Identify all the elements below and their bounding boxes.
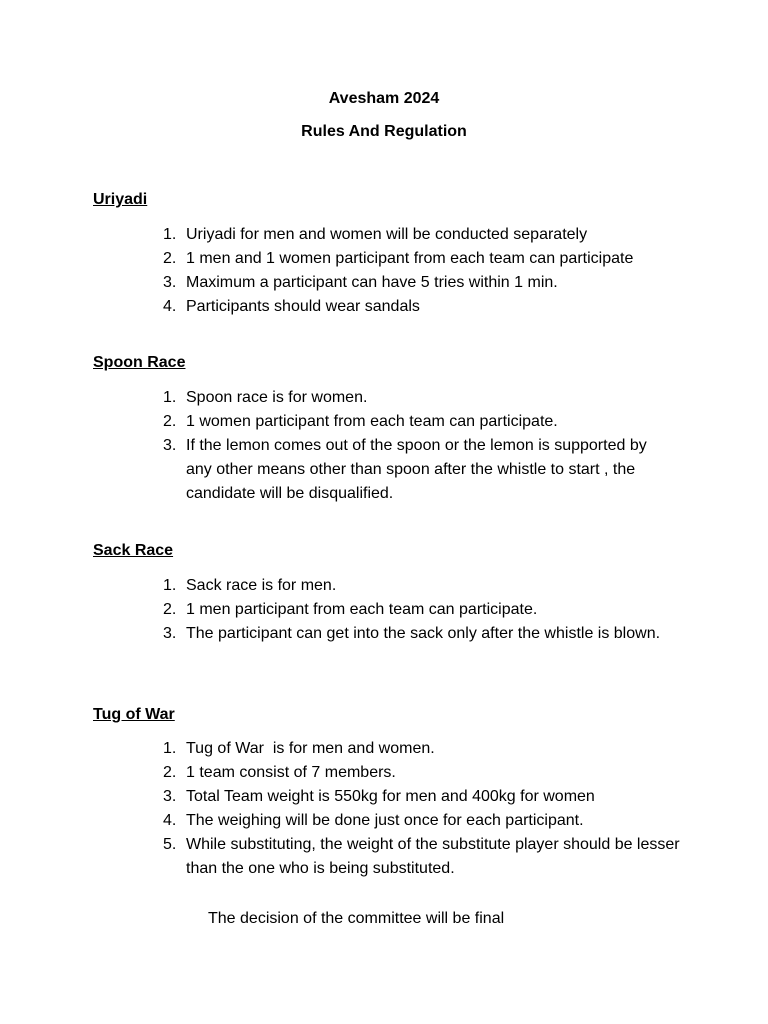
rule-number: 2.: [163, 250, 177, 267]
rule-text: 1 women participant from each team can participate.: [186, 413, 558, 430]
rule-number: 4.: [163, 812, 177, 829]
list-item: [163, 598, 673, 622]
rule-list: [163, 574, 673, 646]
rule-number: 5.: [163, 836, 177, 853]
rule-number: 1.: [163, 389, 177, 406]
rule-number: 1.: [163, 740, 177, 757]
rule-number: 1.: [163, 226, 177, 243]
section-uriyadi: [93, 190, 693, 315]
rule-number: 3.: [163, 274, 177, 291]
list-item: [163, 410, 673, 434]
rule-number: 4.: [163, 298, 177, 315]
section-tug-of-war: [93, 705, 693, 877]
rule-text: Maximum a participant can have 5 tries within 1 min.: [186, 274, 558, 291]
section-heading: Tug of War: [93, 706, 175, 723]
list-item: [163, 223, 673, 247]
rule-list: [163, 737, 683, 881]
list-item: [163, 434, 673, 506]
rule-text: Tug of War is for men and women.: [186, 740, 435, 757]
rule-number: 2.: [163, 601, 177, 618]
list-item: [163, 737, 683, 761]
rule-text: The participant can get into the sack only after the whistle is blown.: [186, 625, 661, 642]
list-item: [163, 785, 683, 809]
document-subtitle: Rules And Regulation: [301, 123, 467, 140]
list-item: [163, 386, 673, 410]
list-item: [163, 247, 673, 271]
list-item: [163, 761, 683, 785]
rule-text: Total Team weight is 550kg for men and 400kg for women: [186, 788, 595, 805]
rule-text: 1 men and 1 women participant from each team can participate: [186, 250, 634, 267]
rule-text: Participants should wear sandals: [186, 298, 420, 315]
document-title: Avesham 2024: [328, 90, 440, 107]
rule-text: If the lemon comes out of the spoon or the lemon is supported by any other means other than spoon after the whistle to start , the candidate will be disqualified.: [186, 437, 647, 502]
rule-list: [163, 386, 673, 506]
rule-list: [163, 223, 673, 319]
list-item: [163, 574, 673, 598]
list-item: [163, 833, 683, 881]
rule-number: 3.: [163, 437, 177, 454]
rule-number: 3.: [163, 788, 177, 805]
list-item: [163, 622, 673, 646]
rule-text: 1 men participant from each team can participate.: [186, 601, 538, 618]
section-heading: Uriyadi: [93, 191, 148, 208]
section-heading: Spoon Race: [93, 354, 186, 371]
rule-text: Uriyadi for men and women will be conducted separately: [186, 226, 588, 243]
rule-text: While substituting, the weight of the substitute player should be lesser than the one who is being substituted.: [186, 836, 680, 877]
rule-text: 1 team consist of 7 members.: [186, 764, 396, 781]
list-item: [163, 295, 673, 319]
rule-text: Spoon race is for women.: [186, 389, 368, 406]
footer-note: The decision of the committee will be final: [208, 910, 505, 927]
rule-text: Sack race is for men.: [186, 577, 337, 594]
rule-number: 2.: [163, 413, 177, 430]
rule-number: 3.: [163, 625, 177, 642]
rule-text: The weighing will be done just once for each participant.: [186, 812, 584, 829]
rule-number: 1.: [163, 577, 177, 594]
section-sack-race: [93, 541, 693, 642]
section-heading: Sack Race: [93, 542, 174, 559]
rule-number: 2.: [163, 764, 177, 781]
section-spoon-race: [93, 353, 693, 502]
list-item: [163, 271, 673, 295]
list-item: [163, 809, 683, 833]
